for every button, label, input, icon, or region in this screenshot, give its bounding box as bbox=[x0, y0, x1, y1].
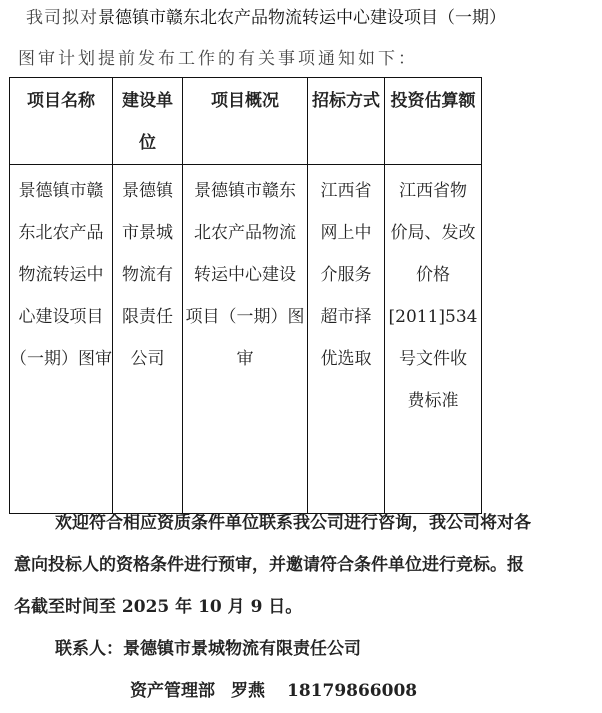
cell-text-line: 超市择 bbox=[320, 307, 372, 327]
contact-dept: 资产管理部 bbox=[130, 681, 215, 701]
cell-text-line: 市景城 bbox=[122, 223, 173, 243]
cell-text-line: 位 bbox=[139, 133, 156, 153]
intro-line-2: 图审计划提前发布工作的有关事项通知如下： bbox=[18, 49, 418, 69]
cell-text-line: 转运中心建设 bbox=[194, 265, 296, 285]
intro-line-1 bbox=[26, 8, 506, 28]
cell-bidding-method bbox=[308, 165, 385, 514]
cell-text-line: 费标准 bbox=[407, 391, 459, 411]
intro-prefix: 我司拟对 bbox=[26, 8, 98, 28]
cell-text-line: 项目（一期）图 bbox=[185, 307, 305, 327]
cell-text-line: 投资估算额 bbox=[390, 91, 476, 111]
contact-company: 景德镇市景城物流有限责任公司 bbox=[123, 639, 361, 659]
cell-text-line: 网上中 bbox=[320, 223, 372, 243]
table-header-row bbox=[10, 78, 482, 165]
cell-text-line: 心建设项目 bbox=[18, 307, 104, 327]
cell-text-line: 介服务 bbox=[320, 265, 372, 285]
cell-text-line: 审 bbox=[236, 349, 254, 369]
header-investment-estimate bbox=[385, 78, 482, 165]
cell-investment-estimate bbox=[385, 165, 482, 514]
cell-text-line: 优选取 bbox=[320, 349, 372, 369]
contact-name: 罗燕 bbox=[231, 681, 265, 701]
contact-label: 联系人： bbox=[55, 639, 123, 659]
cell-text-line: 景德镇市赣东 bbox=[194, 181, 296, 201]
cell-text-line: 物流有 bbox=[122, 265, 173, 285]
cell-text-line: [2011]534 bbox=[388, 307, 478, 327]
cell-text-line: 物流转运中 bbox=[18, 265, 104, 285]
cell-text-line: 北农产品物流 bbox=[194, 223, 296, 243]
cell-text-line: 江西省物 bbox=[399, 181, 467, 201]
body-paragraph-line: 名截至时间至 2025 年 10 月 9 日。 bbox=[14, 597, 303, 617]
header-overview bbox=[183, 78, 308, 165]
cell-project-name bbox=[10, 165, 113, 514]
cell-text-line: 建设单 bbox=[122, 91, 173, 111]
cell-text-line: 限责任 bbox=[122, 307, 173, 327]
header-builder bbox=[113, 78, 183, 165]
cell-text-line: 景德镇 bbox=[122, 181, 173, 201]
cell-text-line: 公司 bbox=[130, 349, 165, 369]
cell-text-line: 价局、发改 bbox=[390, 223, 476, 243]
contact-detail-line bbox=[130, 681, 417, 701]
body-paragraph-line: 意向投标人的资格条件进行预审，并邀请符合条件单位进行竞标。报 bbox=[14, 555, 524, 575]
cell-text-line: 项目概况 bbox=[211, 91, 279, 111]
cell-text-line: 价格 bbox=[416, 265, 450, 285]
cell-text-line: 招标方式 bbox=[312, 91, 380, 111]
table-row bbox=[10, 165, 482, 514]
body-paragraph-line: 欢迎符合相应资质条件单位联系我公司进行咨询，我公司将对各 bbox=[55, 513, 531, 533]
cell-text-line: （一期）图审 bbox=[10, 349, 112, 369]
cell-builder bbox=[113, 165, 183, 514]
cell-text-line: 项目名称 bbox=[27, 91, 95, 111]
header-bidding-method bbox=[308, 78, 385, 165]
header-project-name bbox=[10, 78, 113, 165]
contact-phone: 18179866008 bbox=[287, 681, 418, 701]
cell-overview bbox=[183, 165, 308, 514]
project-table bbox=[9, 77, 482, 514]
cell-text-line: 江西省 bbox=[320, 181, 372, 201]
cell-text-line: 东北农产品 bbox=[18, 223, 104, 243]
contact-line bbox=[55, 639, 361, 659]
cell-text-line: 景德镇市赣 bbox=[18, 181, 104, 201]
cell-text-line: 号文件收 bbox=[399, 349, 467, 369]
intro-project-name: 景德镇市赣东北农产品物流转运中心建设项目（一期） bbox=[98, 8, 506, 28]
